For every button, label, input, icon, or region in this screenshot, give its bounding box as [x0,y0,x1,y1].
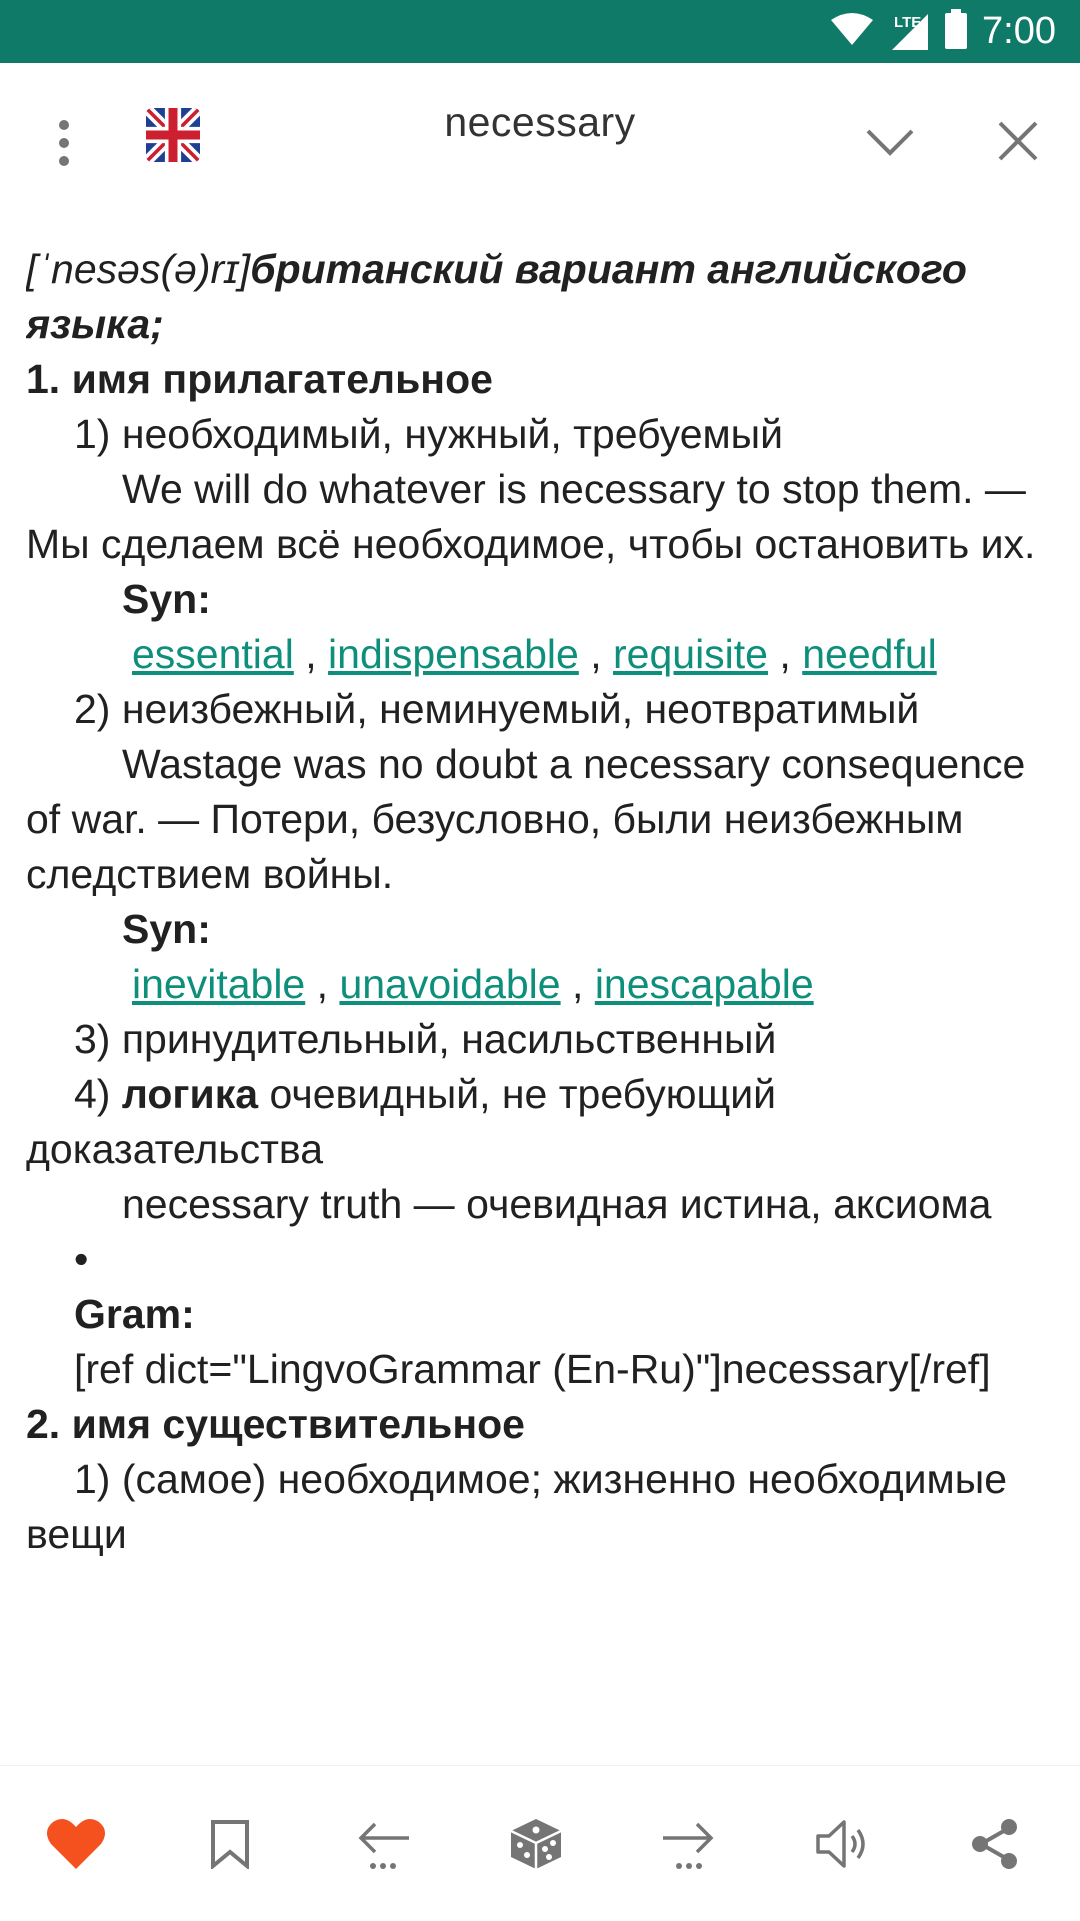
favorite-heart-icon[interactable] [36,1804,116,1884]
domain-label: логика [121,1071,259,1117]
example-2-text: Wastage was no doubt a necessary consequence of war. — Потери, безусловно, были неизбежным следствием войны. [26,741,1026,897]
synonym-link[interactable]: inescapable [594,961,814,1007]
page-title: necessary [444,99,636,145]
meaning-4 [26,1067,1056,1177]
grammar-label: Gram: [74,1291,195,1337]
meaning-3: 3) принудительный, насильственный [74,1016,777,1062]
region-label: британский вариант английского языка; [26,246,967,347]
synonym-link[interactable]: inevitable [132,961,306,1007]
synonym-link[interactable]: requisite [613,631,768,677]
share-icon[interactable] [955,1804,1035,1884]
bottom-action-bar [0,1765,1080,1921]
status-bar [0,0,1080,63]
example-1 [26,462,1056,572]
synonyms-label: Syn: [122,576,211,622]
example-1-text: We will do whatever is necessary to stop them. — Мы сделаем всё необходимое, чтобы остановить их. [26,466,1036,567]
grammar-ref [26,1342,1056,1397]
meaning-2 [26,682,1056,737]
example-4 [26,1177,1056,1232]
meaning-4-text: очевидный, не требующий доказательства [26,1071,777,1172]
synonym-link[interactable]: essential [132,631,294,677]
synonym-link[interactable]: needful [802,631,937,677]
synonym-link[interactable]: unavoidable [339,961,561,1007]
part-of-speech-adjective: 1. имя прилагательное [26,356,493,402]
grammar-ref-text: [ref dict="LingvoGrammar (En-Ru)"]necessary[/ref] [74,1346,991,1392]
noun-meaning-1-text: 1) (самое) необходимое; жизненно необходимые вещи [26,1456,1007,1557]
back-arrow-icon[interactable] [343,1804,423,1884]
cell-signal-icon [888,12,930,52]
dictionary-entry [26,242,1056,1762]
network-label: LTE [894,13,922,31]
separator: , [316,961,329,1007]
example-4-text: necessary truth — очевидная истина, аксиома [122,1181,992,1227]
bookmark-icon[interactable] [190,1804,270,1884]
separator: , [572,961,584,1007]
random-dice-icon[interactable] [496,1804,576,1884]
sound-icon[interactable] [802,1804,882,1884]
meaning-4-number: 4) [74,1071,111,1117]
separator: , [590,631,602,677]
synonyms-list-1 [26,627,1056,682]
meaning-1: 1) необходимый, нужный, требуемый [74,411,784,457]
part-of-speech-noun: 2. имя существительное [26,1401,525,1447]
synonyms-label: Syn: [122,906,211,952]
wifi-icon [830,12,874,51]
forward-arrow-icon[interactable] [649,1804,729,1884]
headword-line [26,242,1056,352]
status-icons [830,0,1056,63]
chevron-down-icon[interactable] [862,113,918,169]
close-icon[interactable] [990,113,1046,169]
example-2 [26,737,1056,902]
separator: , [779,631,791,677]
noun-meaning-1 [26,1452,1056,1562]
top-toolbar [0,63,1080,203]
separator: , [305,631,317,677]
transcription: [ˈnesəs(ə)rɪ] [26,246,251,292]
status-time: 7:00 [982,10,1056,52]
synonyms-list-2 [26,957,1056,1012]
bullet: • [74,1236,89,1282]
battery-icon [944,9,968,54]
meaning-2-text: 2) неизбежный, неминуемый, неотвратимый [74,686,920,732]
synonym-link[interactable]: indispensable [328,631,579,677]
